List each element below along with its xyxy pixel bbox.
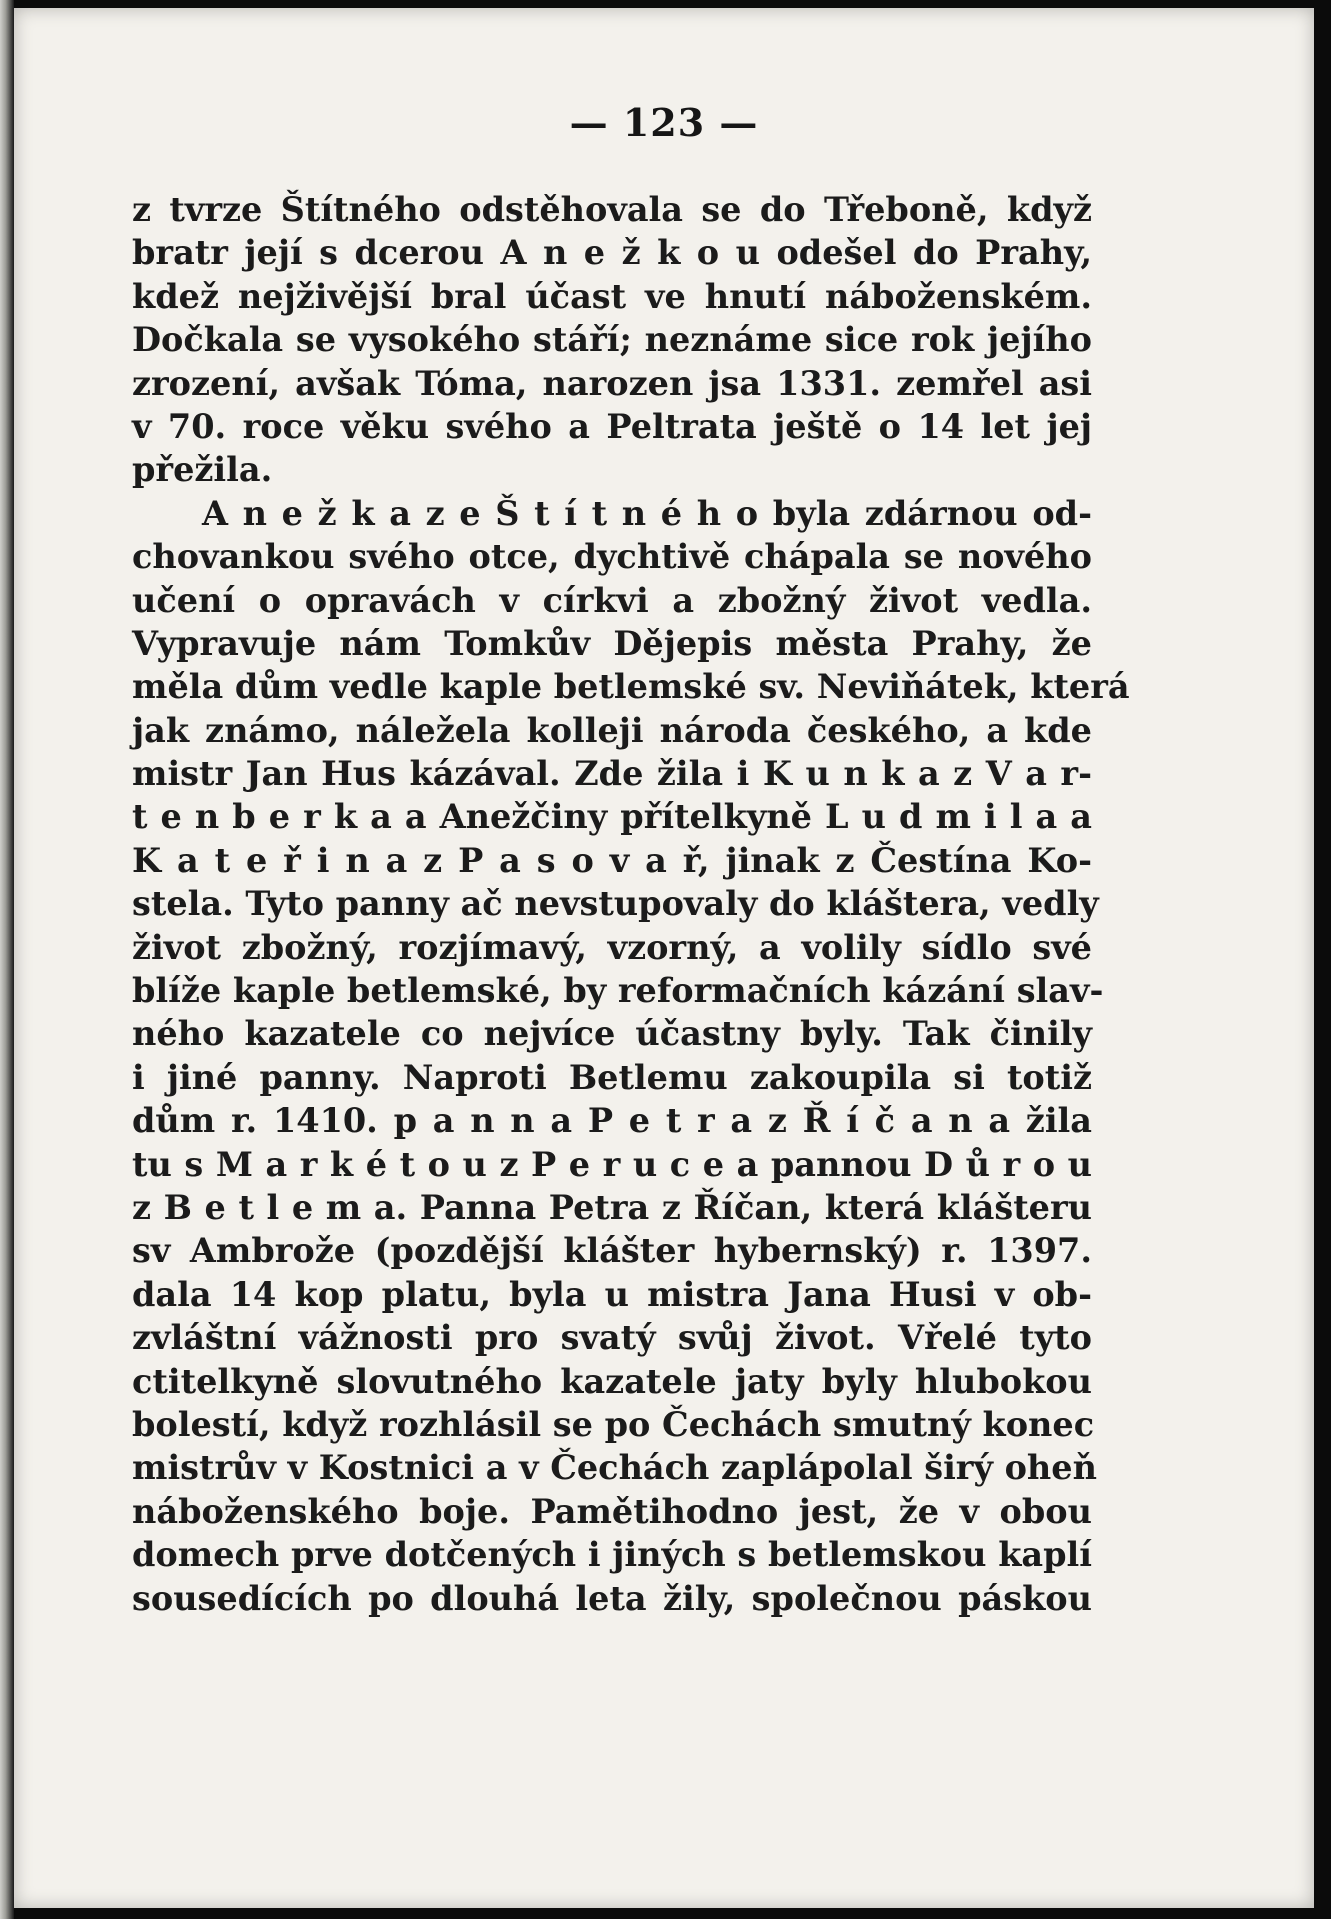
- text-line: A n e ž k a z e Š t í t n é h o byla zdárnou od-: [202, 493, 1092, 533]
- text-line: zvláštní vážnosti pro svatý svůj život. Vřelé tyto: [132, 1318, 1092, 1358]
- text-line: dala 14 kop platu, byla u mistra Jana Husi v ob-: [132, 1274, 1092, 1314]
- text-line: t e n b e r k a a Anežčiny přítelkyně L u d m i l a a: [132, 797, 1092, 837]
- text-line: z tvrze Štítného odstěhovala se do Třeboně, když: [132, 190, 1092, 229]
- text-line: stela. Tyto panny ač nevstupovaly do kláštera, vedly: [132, 884, 1099, 924]
- page-binding-edge: [0, 0, 14, 1919]
- text-line: náboženského boje. Pamětihodno jest, že v obou: [132, 1491, 1092, 1531]
- text-line: v 70. roce věku svého a Peltrata ještě o 14 let jej: [132, 406, 1092, 446]
- text-line: mistrův v Kostnici a v Čechách zaplápolal širý oheň: [132, 1448, 1097, 1488]
- text-line: domech prve dotčených i jiných s betlemskou kaplí: [132, 1535, 1092, 1575]
- body-text: [132, 188, 1130, 1620]
- text-line: zrození, avšak Tóma, narozen jsa 1331. zemřel asi: [132, 363, 1092, 403]
- text-line: přežila.: [132, 450, 273, 490]
- text-line: chovankou svého otce, dychtivě chápala se nového: [132, 537, 1092, 577]
- text-line: K a t e ř i n a z P a s o v a ř, jinak z Čestína Ko-: [132, 840, 1092, 880]
- text-line: i jiné panny. Naproti Betlemu zakoupila si totiž: [132, 1057, 1092, 1097]
- text-line: Vypravuje nám Tomkův Dějepis města Prahy, že: [132, 623, 1092, 663]
- text-line: sousedících po dlouhá leta žily, společnou páskou: [132, 1578, 1092, 1618]
- text-line: učení o opravách v církvi a zbožný život vedla.: [132, 580, 1092, 620]
- book-page: [14, 8, 1314, 1908]
- text-line: bolestí, když rozhlásil se po Čechách smutný konec: [132, 1404, 1095, 1444]
- text-line: dům r. 1410. p a n n a P e t r a z Ř í č a n a žila: [132, 1101, 1092, 1141]
- text-line: ctitelkyně slovutného kazatele jaty byly hlubokou: [132, 1361, 1092, 1401]
- text-line: měla dům vedle kaple betlemské sv. Neviňátek, která: [132, 667, 1130, 707]
- text-line: ného kazatele co nejvíce účastny byly. Tak činily: [132, 1014, 1092, 1054]
- text-line: bratr její s dcerou A n e ž k o u odešel do Prahy,: [132, 233, 1092, 273]
- text-line: Dočkala se vysokého stáří; neznáme sice rok jejího: [132, 320, 1092, 360]
- text-line: kdež nejživější bral účast ve hnutí náboženském.: [132, 276, 1092, 316]
- text-line: jak známo, náležela kolleji národa českého, a kde: [132, 710, 1092, 750]
- text-line: z B e t l e m a. Panna Petra z Říčan, která klášteru: [132, 1187, 1092, 1227]
- text-line: mistr Jan Hus kázával. Zde žila i K u n k a z V a r-: [132, 754, 1092, 794]
- text-line: tu s M a r k é t o u z P e r u c e a pannou D ů r o u: [132, 1144, 1092, 1184]
- text-line: sv Ambrože (pozdější klášter hybernský) r. 1397.: [132, 1231, 1092, 1271]
- text-line: život zbožný, rozjímavý, vzorný, a volily sídlo své: [132, 927, 1092, 967]
- text-line: blíže kaple betlemské, by reformačních kázání slav-: [132, 971, 1104, 1011]
- page-number: — 123 —: [569, 100, 759, 145]
